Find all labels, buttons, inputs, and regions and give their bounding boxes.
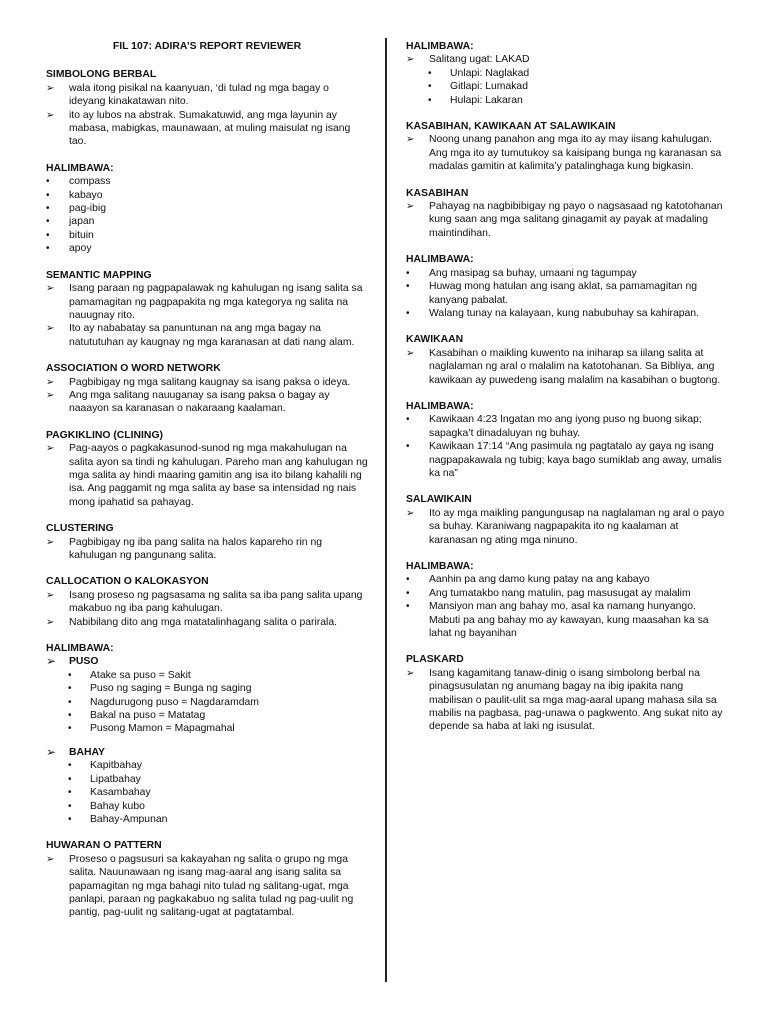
- section-list: [406, 667, 726, 734]
- list-item: [46, 242, 368, 255]
- arrow-bullet-icon: ➢: [46, 376, 55, 388]
- content-section: [46, 522, 368, 562]
- examples-section: [46, 642, 368, 826]
- bullet-icon: •: [406, 441, 410, 453]
- bullet-icon: •: [46, 243, 50, 255]
- bullet-icon: •: [68, 787, 72, 799]
- section-heading: HALIMBAWA:: [46, 643, 114, 655]
- bullet-icon: •: [68, 710, 72, 722]
- list-item-text: Salitang ugat: LAKAD: [429, 54, 530, 66]
- group-label-text: PUSO: [69, 656, 99, 668]
- section-heading: HALIMBAWA:: [46, 162, 114, 174]
- list-item-text: Isang kagamitang tanaw-dinig o isang simbolong berbal na pinagsusulatan ng anumang bagay na ibig ipakita nang mabilisan o paulit-ulit sa mga mag-aaral upang mahasa sila sa mabilis na pagbasa, pag-unawa o pagkwento. Ang sukat nito ay depende sa haba at laki ng isusulat.: [429, 667, 723, 733]
- section-heading: KASABIHAN, KAWIKAAN AT SALAWIKAIN: [406, 121, 616, 133]
- bullet-icon: •: [68, 683, 72, 695]
- list-item: [406, 440, 726, 480]
- list-item: [46, 722, 368, 735]
- list-item: [46, 853, 368, 920]
- list-item: [46, 669, 368, 682]
- arrow-bullet-icon: ➢: [406, 54, 415, 66]
- bullet-icon: •: [406, 307, 410, 319]
- arrow-bullet-icon: ➢: [46, 82, 55, 94]
- list-item-text: Bakal na puso = Matatag: [90, 710, 206, 722]
- list-item-text: Noong unang panahon ang mga ito ay may iisang kahulugan. Ang mga ito ay tumutukoy sa kaisipang bunga ng karanasan sa madalas gamitin at kalimita’y patalinghaga kung bigkasin.: [429, 134, 722, 173]
- bullet-icon: •: [428, 67, 432, 79]
- example-group-label: [46, 655, 368, 668]
- section-list: [406, 267, 726, 321]
- list-item: [46, 696, 368, 709]
- list-item-text: wala itong pisikal na kaanyuan, ‘di tulad ng mga bagay o ideyang kinakatawan nito.: [69, 82, 329, 108]
- list-item: [46, 616, 368, 629]
- section-list: [406, 507, 726, 547]
- bullet-icon: •: [406, 267, 410, 279]
- list-item-text: Pag-aayos o pagkakasunod-sunod ng mga makahulugan na salita ayon sa tindi ng kahulugan. Pareho man ang kahulugan ng mga salita ay hindi maaring gamitin ang isa ito bilang kahalili ng isa. Ang paggamit ng mga salita ay base sa intensidad ng nais mong ipahatid sa pahayag.: [69, 443, 368, 508]
- list-item: [406, 600, 726, 640]
- list-item: [406, 573, 726, 586]
- content-section: [46, 68, 368, 148]
- list-item-text: Kasabihan o maikling kuwento na iniharap sa iilang salita at naglalaman ng aral o malalim na katotohanan. Sa Bibliya, ang kawikaan ay puwedeng isang malalim na kasabihan o bugtong.: [429, 347, 721, 386]
- list-item: [46, 773, 368, 786]
- list-item-text: Pahayag na nagbibibigay ng payo o nagsasaad ng katotohanan kung saan ang mga salitang ginagamit ay payak at madaling maintindihan.: [429, 201, 723, 239]
- bullet-icon: •: [46, 203, 50, 215]
- arrow-bullet-icon: ➢: [46, 654, 57, 669]
- bullet-icon: •: [68, 760, 72, 772]
- section-list: [46, 175, 368, 255]
- list-item: [406, 347, 726, 387]
- list-item-text: Mansiyon man ang bahay mo, asal ka namang hunyango. Mabuti pa ang bahay mo ay kawayan, kung maasahan ka sa lahat ng bayanihan: [429, 601, 709, 640]
- section-list: [46, 853, 368, 920]
- arrow-bullet-icon: ➢: [46, 109, 55, 121]
- list-item-text: Walang tunay na kalayaan, kung nabubuhay sa kahirapan.: [429, 307, 699, 319]
- group-label-text: BAHAY: [69, 746, 105, 758]
- list-item-text: Ang tumatakbo nang matulin, pag masusugat ay malalim: [429, 587, 691, 599]
- section-heading: HUWARAN O PATTERN: [46, 840, 162, 852]
- list-item-text: Atake sa puso = Sakit: [90, 669, 191, 681]
- list-item-text: Kawikaan 17:14 “Ang pasimula ng pagtatalo ay gaya ng isang nagpapakawala ng tubig; kaya bago sumiklab ang away, umalis ka na”: [429, 441, 722, 479]
- list-item: [46, 813, 368, 826]
- example-group: [46, 746, 368, 826]
- list-item: [46, 442, 368, 509]
- arrow-bullet-icon: ➢: [46, 853, 55, 865]
- list-item-text: Ito ay mga maikling pangungusap na naglalaman ng aral o payo sa buhay. Karaniwang nagpapakita ito ng kaalaman at karanasan ng ating mga ninuno.: [429, 507, 725, 546]
- section-heading: SIMBOLONG BERBAL: [46, 69, 157, 81]
- list-item: [46, 759, 368, 772]
- list-item-text: Ito ay nababatay sa panuntunan na ang mga bagay na natututuhan ay kaugnay ng mga karanasan at dati nang alam.: [69, 323, 355, 348]
- section-list: [46, 282, 368, 349]
- bullet-icon: •: [428, 81, 432, 93]
- arrow-bullet-icon: ➢: [46, 283, 55, 295]
- arrow-bullet-icon: ➢: [406, 347, 415, 359]
- list-item: [46, 82, 368, 109]
- section-list: [406, 200, 726, 240]
- section-list: [406, 133, 726, 173]
- list-item-text: Kasambahay: [90, 787, 151, 799]
- list-item-text: Kawikaan 4:23 Ingatan mo ang iyong puso ng buong sikap; sapagka’t dinadaluyan ng buhay.: [429, 414, 702, 439]
- list-item-text: Isang proseso ng pagsasama ng salita sa iba pang salita upang makabuo ng iba pang kahulugan.: [69, 589, 363, 615]
- list-item-text: Bahay-Ampunan: [90, 813, 168, 825]
- list-item-text: Isang paraan ng pagpapalawak ng kahulugan ng isang salita sa pamamagitan ng pagpapakita ng mga kategorya ng salita na nauugnay rito.: [69, 283, 363, 321]
- bullet-icon: •: [406, 281, 410, 293]
- content-section: [46, 429, 368, 509]
- right-column: [406, 40, 726, 747]
- list-item: [406, 67, 726, 80]
- list-item: [46, 682, 368, 695]
- arrow-bullet-icon: ➢: [46, 323, 55, 335]
- bullet-icon: •: [46, 216, 50, 228]
- list-item-text: Gitlapi: Lumakad: [450, 81, 528, 93]
- sub-list: [46, 759, 368, 826]
- list-item: [46, 189, 368, 202]
- list-item: [46, 376, 368, 389]
- section-heading: ASSOCIATION O WORD NETWORK: [46, 363, 221, 375]
- list-item: [46, 589, 368, 616]
- list-item: [406, 307, 726, 320]
- section-list: [46, 442, 368, 509]
- list-item: [406, 667, 726, 734]
- list-item: [406, 280, 726, 307]
- arrow-bullet-icon: ➢: [406, 667, 415, 679]
- example-group-label: [46, 746, 368, 759]
- list-item-text: japan: [69, 216, 95, 228]
- list-item: [406, 267, 726, 280]
- section-list: [406, 53, 726, 66]
- arrow-bullet-icon: ➢: [46, 589, 55, 601]
- section-heading: KAWIKAAN: [406, 334, 464, 346]
- list-item: [46, 322, 368, 349]
- list-item: [46, 800, 368, 813]
- list-item: [46, 709, 368, 722]
- example-group: [46, 655, 368, 735]
- section-heading: HALIMBAWA:: [406, 41, 474, 52]
- bullet-icon: •: [68, 813, 72, 825]
- bullet-icon: •: [46, 176, 50, 188]
- list-item-text: Proseso o pagsusuri sa kakayahan ng salita o grupo ng mga salita. Nauunawaan ng isang mag-aaral ang isang salita sa papamagitan ng mga bahagi nito tulad ng salitang-ugat, mga panlapi, paraan ng pagkakabuo ng salita tulad ng pag-uulit ng pantig, pag-uulit ng salitang-ugat at pagtatambal.: [69, 853, 354, 919]
- section-heading: CLUSTERING: [46, 523, 114, 535]
- content-section: [46, 162, 368, 256]
- bullet-icon: •: [406, 587, 410, 599]
- list-item-text: Hulapi: Lakaran: [450, 94, 523, 106]
- left-sections: [46, 68, 368, 629]
- sub-list: [406, 67, 726, 107]
- list-item-text: Pagbibigay ng iba pang salita na halos kapareho rin ng kahulugan ng pangunang salita.: [69, 536, 323, 561]
- list-item-text: Pusong Mamon = Mapagmahal: [90, 723, 235, 735]
- content-section: [406, 253, 726, 320]
- content-section: [406, 333, 726, 387]
- bullet-icon: •: [46, 229, 50, 241]
- list-item: [46, 786, 368, 799]
- section-list: [406, 413, 726, 480]
- arrow-bullet-icon: ➢: [406, 134, 415, 146]
- list-item-text: Aanhin pa ang damo kung patay na ang kabayo: [429, 574, 650, 586]
- list-item: [46, 536, 368, 563]
- list-item: [46, 389, 368, 416]
- bullet-icon: •: [406, 414, 410, 426]
- section-huwaran: [46, 839, 368, 919]
- list-item-text: Puso ng saging = Bunga ng saging: [90, 683, 252, 695]
- bullet-icon: •: [406, 601, 410, 613]
- sub-list: [46, 669, 368, 736]
- section-heading: PAGKIKLINO (CLINING): [46, 429, 163, 441]
- list-item-text: Kapitbahay: [90, 760, 142, 772]
- arrow-bullet-icon: ➢: [46, 536, 55, 548]
- list-item-text: compass: [69, 176, 111, 188]
- bullet-icon: •: [68, 669, 72, 681]
- list-item: [46, 215, 368, 228]
- example-groups: [46, 655, 368, 826]
- list-item: [406, 507, 726, 547]
- list-item-text: pag-ibig: [69, 203, 106, 215]
- list-item-text: Bahay kubo: [90, 800, 145, 812]
- content-section: [406, 493, 726, 547]
- section-list: [46, 589, 368, 629]
- content-section: [406, 120, 726, 174]
- bullet-icon: •: [68, 723, 72, 735]
- section-list: [406, 573, 726, 640]
- arrow-bullet-icon: ➢: [406, 201, 415, 213]
- bullet-icon: •: [68, 773, 72, 785]
- list-item: [46, 175, 368, 188]
- list-item: [46, 282, 368, 322]
- list-item: [406, 80, 726, 93]
- section-list: [46, 82, 368, 149]
- section-heading: PLASKARD: [406, 654, 464, 666]
- list-item: [406, 587, 726, 600]
- content-section: [406, 187, 726, 241]
- list-item: [46, 229, 368, 242]
- list-item: [406, 94, 726, 107]
- section-list: [406, 347, 726, 387]
- list-item-text: ito ay lubos na abstrak. Sumakatuwid, ang mga layunin ay mabasa, mabigkas, maunawaan, at muling maisulat ng isang tao.: [69, 109, 351, 148]
- list-item-text: Ang masipag sa buhay, umaani ng tagumpay: [429, 267, 637, 279]
- section-list: [46, 536, 368, 563]
- arrow-bullet-icon: ➢: [46, 389, 55, 401]
- list-item: [406, 133, 726, 173]
- content-section: [406, 400, 726, 480]
- arrow-bullet-icon: ➢: [406, 507, 415, 519]
- document-title: FIL 107: ADIRA’S REPORT REVIEWER: [112, 41, 302, 52]
- list-item-text: Unlapi: Naglakad: [450, 67, 530, 79]
- content-section: [406, 653, 726, 733]
- section-lakad-example: [406, 40, 726, 107]
- arrow-bullet-icon: ➢: [46, 616, 55, 628]
- content-section: [46, 362, 368, 416]
- list-item-text: apoy: [69, 243, 92, 255]
- list-item-text: Pagbibigay ng mga salitang kaugnay sa isang paksa o ideya.: [69, 376, 351, 388]
- list-item: [46, 202, 368, 215]
- list-item: [46, 109, 368, 149]
- section-heading: SALAWIKAIN: [406, 494, 472, 506]
- section-heading: KASABIHAN: [406, 187, 469, 199]
- arrow-bullet-icon: ➢: [46, 744, 57, 759]
- left-column: [46, 40, 368, 933]
- bullet-icon: •: [68, 800, 72, 812]
- list-item-text: kabayo: [69, 189, 103, 201]
- bullet-icon: •: [406, 574, 410, 586]
- list-item-text: Nabibilang dito ang mga matatalinhagang salita o parirala.: [69, 616, 338, 628]
- column-divider: [385, 38, 387, 982]
- bullet-icon: •: [68, 696, 72, 708]
- section-heading: HALIMBAWA:: [406, 254, 474, 266]
- list-item-text: bituin: [69, 229, 94, 241]
- list-item: [406, 53, 726, 66]
- arrow-bullet-icon: ➢: [46, 443, 55, 455]
- bullet-icon: •: [46, 189, 50, 201]
- list-item-text: Huwag mong hatulan ang isang aklat, sa pamamagitan ng kanyang pabalat.: [429, 281, 698, 306]
- content-section: [406, 560, 726, 640]
- section-heading: SEMANTIC MAPPING: [46, 269, 152, 281]
- bullet-icon: •: [428, 94, 432, 106]
- list-item: [406, 413, 726, 440]
- content-section: [46, 575, 368, 629]
- list-item-text: Ang mga salitang nauuganay sa isang paksa o bagay ay naaayon sa karanasan o nakaraang kaalaman.: [69, 389, 330, 415]
- section-heading: CALLOCATION O KALOKASYON: [46, 576, 209, 588]
- list-item-text: Nagdurugong puso = Nagdaramdam: [90, 696, 259, 708]
- content-section: [46, 269, 368, 349]
- right-sections: [406, 120, 726, 734]
- section-heading: HALIMBAWA:: [406, 400, 474, 412]
- list-item-text: Lipatbahay: [90, 773, 141, 785]
- section-list: [46, 376, 368, 416]
- list-item: [406, 200, 726, 240]
- section-heading: HALIMBAWA:: [406, 561, 474, 572]
